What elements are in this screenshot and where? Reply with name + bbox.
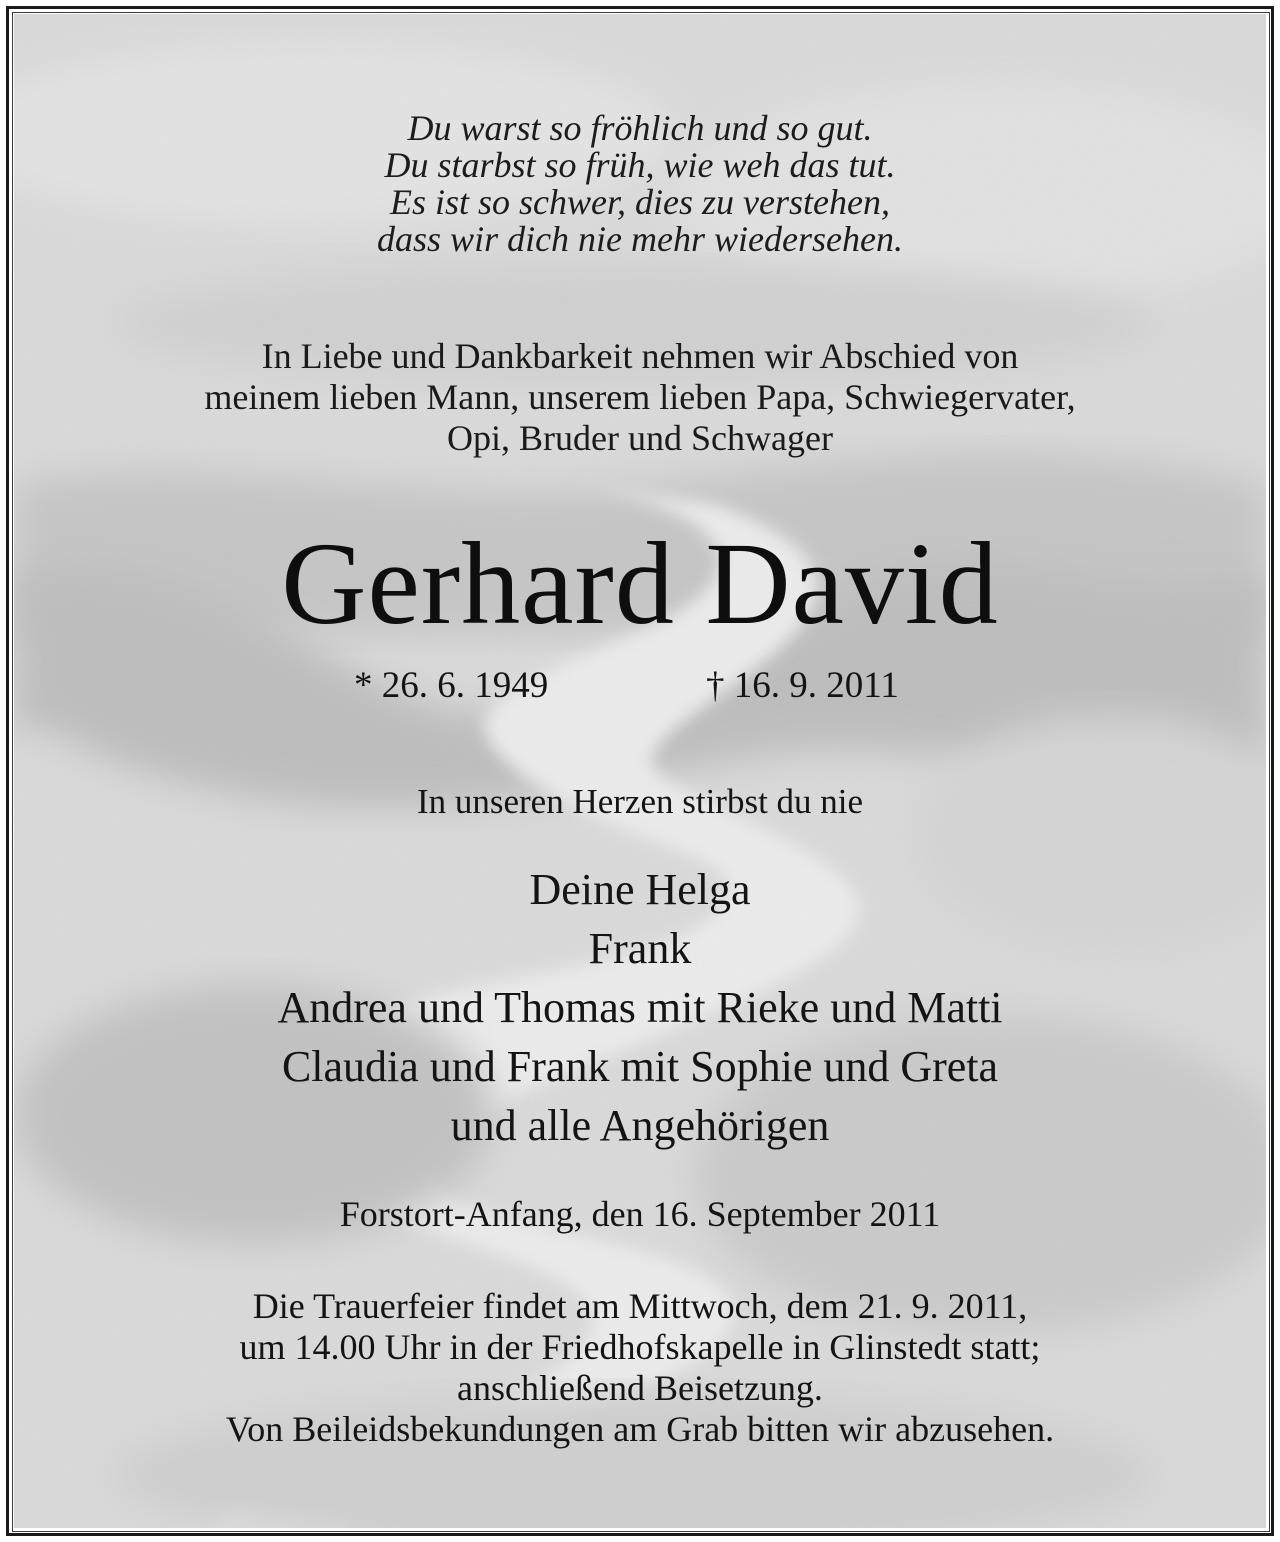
motto: In unseren Herzen stirbst du nie (416, 782, 864, 821)
family-member: Claudia und Frank mit Sophie und Greta (281, 1042, 999, 1091)
intro-line: meinem lieben Mann, unserem lieben Papa, Schwiegervater, (204, 377, 1076, 417)
intro-line: In Liebe und Dankbarkeit nehmen wir Abschied von (261, 336, 1019, 376)
place-and-date: Forstort-Anfang, den 16. September 2011 (339, 1194, 941, 1234)
poem-line: Du starbst so früh, wie weh das tut. (384, 145, 896, 185)
funeral-notice-line: Die Trauerfeier findet am Mittwoch, dem 21. 9. 2011, (252, 1286, 1028, 1326)
birth-date: * 26. 6. 1949 (354, 665, 549, 706)
funeral-notice-line: anschließend Beisetzung. (457, 1368, 823, 1408)
poem-line: Du warst so fröhlich und so gut. (407, 108, 873, 148)
funeral-notice-line: um 14.00 Uhr in der Friedhofskapelle in Glinstedt statt; (239, 1327, 1041, 1367)
funeral-notice-line: Von Beileidsbekundungen am Grab bitten wir abzusehen. (225, 1409, 1055, 1449)
intro-line: Opi, Bruder und Schwager (447, 418, 833, 458)
death-date: † 16. 9. 2011 (706, 665, 899, 706)
family-member: Deine Helga (529, 865, 751, 914)
poem-line: Es ist so schwer, dies zu verstehen, (390, 182, 890, 222)
family-member: Frank (588, 924, 692, 973)
poem-line: dass wir dich nie mehr wiedersehen. (377, 219, 903, 259)
obituary-content (14, 14, 1266, 1528)
family-member: Andrea und Thomas mit Rieke und Matti (277, 983, 1003, 1032)
deceased-name: Gerhard David (281, 518, 999, 649)
family-member: und alle Angehörigen (450, 1101, 830, 1150)
